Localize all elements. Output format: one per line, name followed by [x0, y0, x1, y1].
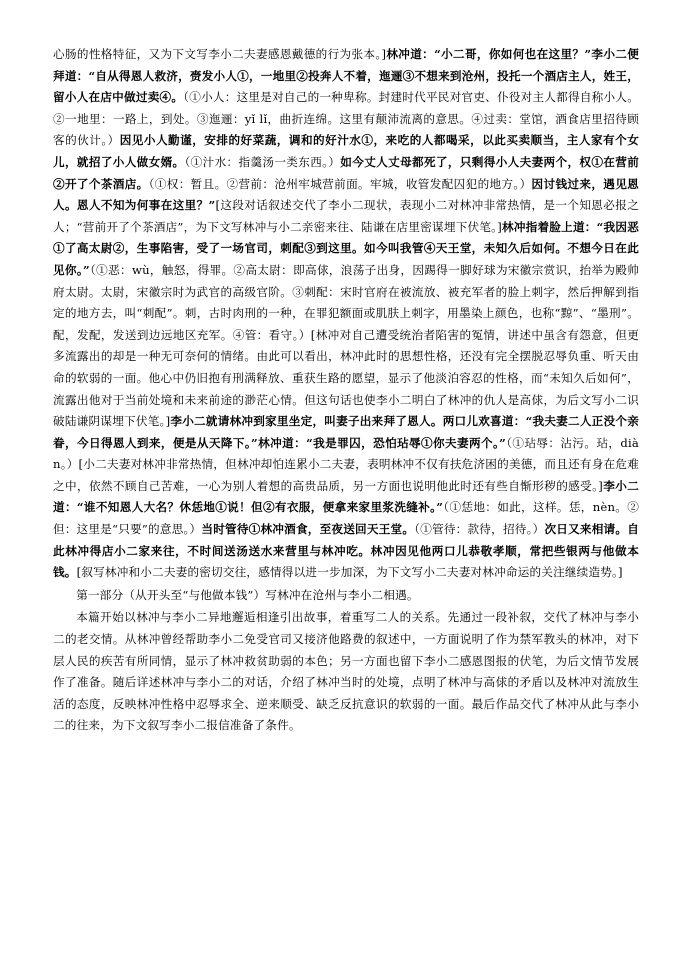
footnote-text: （①汁水：指羹汤一类东西。）: [184, 154, 341, 169]
footnote-text: （①管待：款待，招待。）: [414, 522, 545, 537]
footnote-commentary-text: （①玷辱：沾污。玷，diàn。）[小二夫妻对林冲非常热情，但林冲却怕连累小二夫妻，表明林冲不仅有扶危济困的美德，而且还有身在危难之中，依然不顾自己苦难，一心为别人着想的高贵品质，另一方面也说明他此时还有些自惭形秽的感受。]: [53, 435, 639, 493]
novel-text: 如今丈人丈母都死了，只剩得小人夫妻两个，权①在营前②开了个茶酒店。: [53, 154, 640, 191]
footnote-text: （①小人：这里是对自己的一种卑称。封建时代平民对官吏、仆役对主人都得自称小人。②一地里：一路上，到处。③迤逦：yǐ lǐ，曲折连绵。这里有颠沛流离的意思。④过卖：堂馆，酒食店里招待顾客的伙计。）: [53, 90, 639, 148]
analysis-text: 本篇开始以林冲与李小二异地邂逅相逢引出故事，着重写二人的关系。先通过一段补叙，交代了林冲与李小二的老交情。从林冲曾经帮助李小二免受官司又接济他路费的叙述中，一方面说明了作为禁军教头的林冲，对下层人民的疾苦有所同情，显示了林冲救贫助弱的本色；另一方面也留下李小二感恩图报的伏笔，为后文情节发展作了准备。随后详述林冲与李小二的对话，介绍了林冲当时的处境，点明了林冲与高俅的矛盾以及林冲对流放生活的态度，反映林冲性格中忍辱求全、逆来顺受、缺乏反抗意识的软弱的一面。最后作品交代了林冲从此与李小二的往来，为下文叙写李小二报信准备了条件。: [53, 610, 639, 733]
novel-text: 因见小人勤谨，安排的好菜蔬，调和的好汁水①，来吃的人都喝采，以此买卖顺当，主人家有个女儿，就招了小人做女婿。: [53, 133, 639, 169]
novel-text: 林冲道：“小二哥，你如何也在这里？”李小二便拜道：“自从得恩人救济，赍发小人①，一地里②投奔人不着，迤逦③不想来到沧州，投托一个酒店主人，姓王，留小人在店中做过卖④。: [53, 47, 639, 105]
commentary-text: 心肠的性格特征，又为下文写李小二夫妻感恩戴德的行为张本。]: [53, 47, 387, 61]
novel-text: 次日又来相请。自此林冲得店小二家来往，不时间送汤送水来营里与林冲吃。林冲因见他两口儿恭敬孝顺，常把些银两与他做本钱。: [53, 522, 639, 580]
novel-text: 当时管待①林冲酒食，至夜送回天王堂。: [201, 522, 415, 537]
novel-text: 林冲指着脸上道：“我因恶①了高太尉②，生事陷害，受了一场官司，刺配③到这里。如今叫我管④天王堂，未知久后如何。不想今日在此见你。”: [53, 219, 639, 277]
novel-text: 李小二就请林冲到家里坐定，叫妻子出来拜了恩人。两口儿欢喜道：“我夫妻二人正没个亲眷，今日得恩人到来，便是从天降下。”林冲道：“我是罪囚，恐怕玷辱①你夫妻两个。”: [53, 414, 639, 450]
commentary-text: [叙写林冲和小二夫妻的密切交往，感情得以进一步加深，为下文写小二夫妻对林冲命运的关注继续造势。]: [76, 565, 623, 580]
summary-heading-text: 第一部分（从开头至“与他做本钱”）写林冲在沧州与李小二相遇。: [76, 587, 419, 602]
section-summary-heading: [53, 585, 639, 607]
annotated-text-paragraph: [53, 44, 639, 584]
footnote-commentary-text: （①恶：wù，触怒，得罪。②高太尉：即高俅，浪荡子出身，因踢得一脚好球为宋徽宗赏识，抬举为殿帅府太尉。太尉，宋徽宗时为武官的高级官阶。③刺配：宋时官府在被流放、被充军者的脸上刺字，然后押解到指定的地方去，叫“刺配”。刺，古时肉刑的一种，在罪犯额面或肌肤上刺字，用墨染上颜色，也称“黥”、“墨刑”。配，发配，发送到边远地区充军。④管：看守。）[林冲对自己遭受统治者陷害的冤情，讲述中虽含有怨意，但更多流露出的却是一种无可奈何的情绪。由此可以看出，林冲此时的思想性格，还没有完全摆脱忍辱负重、听天由命的软弱的一面。他心中仍旧抱有刑满释放、重获生路的愿望，显示了他淡泊容忍的性格，而“未知久后如何”，流露出他对于当前处境和未来前途的渺茫心情。但这句话也使李小二明白了林冲的仇人是高俅，为后文写小二识破陆谦阴谋埋下伏笔。]: [53, 262, 639, 429]
commentary-text: [这段对话叙述交代了李小二现状，表现小二对林冲非常热情，是一个知恩必报之人；“营前开了个茶酒店”，为下文写林冲与小二亲密来往、陆谦在店里密谋埋下伏笔。]: [53, 198, 639, 234]
novel-text: 因讨钱过来，遇见恩人。恩人不知为何事在这里？”: [53, 176, 639, 213]
footnote-text: （①权：暂且。②营前：沧州牢城营前面。牢城，收管发配囚犯的地方。）: [148, 176, 532, 191]
footnote-text: （①恁地：如此，这样。恁，nèn。②但：这里是“只要”的意思。）: [53, 500, 639, 537]
analysis-paragraph: [53, 607, 639, 737]
novel-text: 李小二道：“谁不知恩人大名？休恁地①说！但②有衣服，便拿来家里浆洗缝补。”: [53, 478, 639, 515]
